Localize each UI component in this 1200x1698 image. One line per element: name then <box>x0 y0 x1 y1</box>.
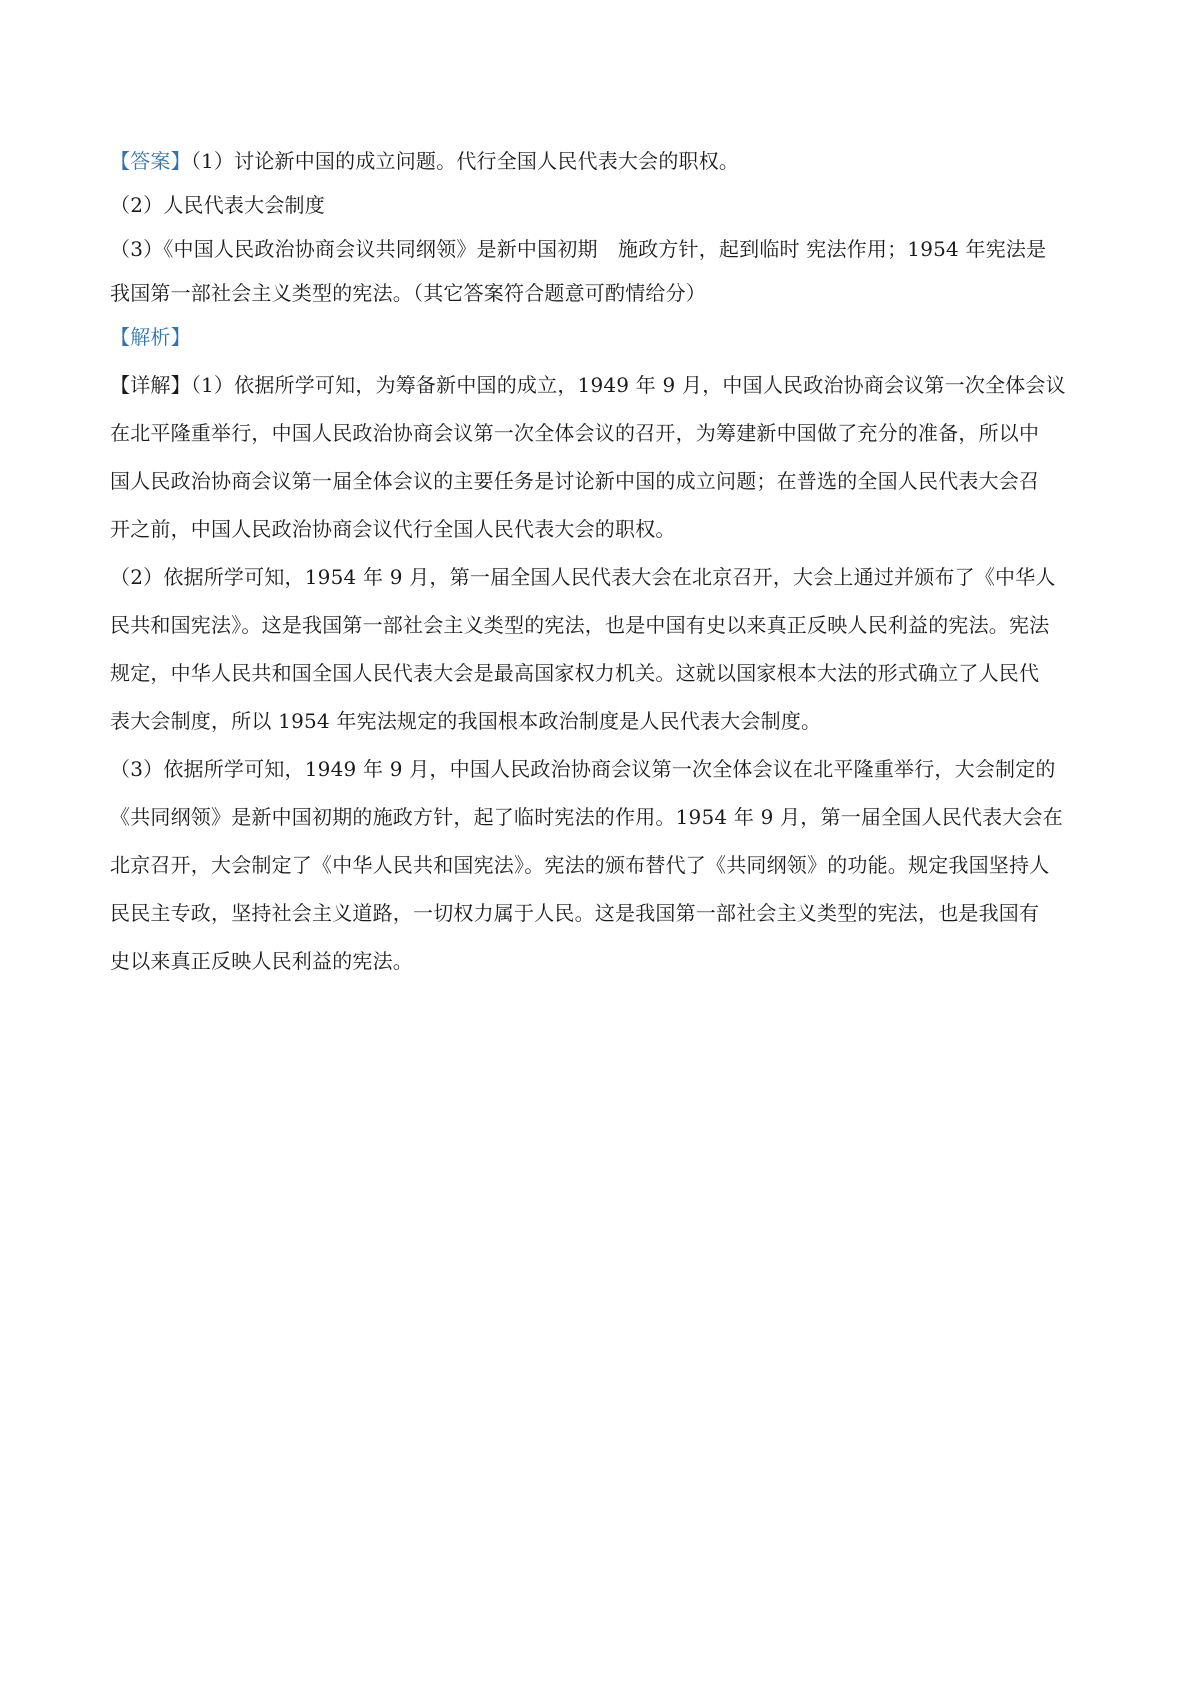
detail-p1-line-1 <box>110 372 1095 398</box>
document-content <box>110 148 1095 974</box>
detail-p3-line-1: （3）依据所学可知，1949 年 9 月，中国人民政治协商会议第一次全体会议在北平隆重举行，大会制定的 <box>110 757 1056 781</box>
answer-line-3a: （3）《中国人民政治协商会议共同纲领》是新中国初期 施政方针，起到临时 宪法作用；1954 年宪法是 <box>110 237 1047 261</box>
answer-label: 【答案】 <box>110 149 191 173</box>
detail-p1-line-4: 开之前，中国人民政治协商会议代行全国人民代表大会的职权。 <box>110 517 676 541</box>
detail-p2-line-4: 表大会制度，所以 1954 年宪法规定的我国根本政治制度是人民代表大会制度。 <box>110 709 822 733</box>
detail-p2-line-1: （2）依据所学可知，1954 年 9 月，第一届全国人民代表大会在北京召开，大会上通过并颁布了《中华人 <box>110 565 1056 589</box>
detail-p3-line-2: 《共同纲领》是新中国初期的施政方针，起了临时宪法的作用。1954 年 9 月，第一届全国人民代表大会在 <box>110 805 1063 829</box>
detail-p1-text-1: （1）依据所学可知，为筹备新中国的成立，1949 年 9 月，中国人民政治协商会议第一次全体会议 <box>190 373 1066 397</box>
answer-line-3b: 我国第一部社会主义类型的宪法。（其它答案符合题意可酌情给分） <box>110 281 706 305</box>
detail-p1-line-2: 在北平隆重举行，中国人民政治协商会议第一次全体会议的召开，为筹建新中国做了充分的准备，所以中 <box>110 421 1040 445</box>
detail-p3-line-4: 民民主专政，坚持社会主义道路，一切权力属于人民。这是我国第一部社会主义类型的宪法，也是我国有 <box>110 901 1040 925</box>
detail-p2-line-2: 民共和国宪法》。这是我国第一部社会主义类型的宪法，也是中国有史以来真正反映人民利益的宪法。宪法 <box>110 613 1050 637</box>
analysis-label: 【解析】 <box>110 325 191 349</box>
detail-p1-line-3: 国人民政治协商会议第一届全体会议的主要任务是讨论新中国的成立问题；在普选的全国人民代表大会召 <box>110 469 1040 493</box>
detail-p3-line-3: 北京召开，大会制定了《中华人民共和国宪法》。宪法的颁布替代了《共同纲领》的功能。规定我国坚持人 <box>110 853 1050 877</box>
answer-line-2: （2）人民代表大会制度 <box>110 193 325 217</box>
detail-p3-line-5: 史以来真正反映人民利益的宪法。 <box>110 949 413 973</box>
answer-line-1 <box>110 148 1095 174</box>
detail-p2-line-3: 规定，中华人民共和国全国人民代表大会是最高国家权力机关。这就以国家根本大法的形式确立了人民代 <box>110 661 1040 685</box>
detail-label: 【详解】 <box>110 373 191 397</box>
answer-text-1: （1）讨论新中国的成立问题。代行全国人民代表大会的职权。 <box>190 149 740 173</box>
